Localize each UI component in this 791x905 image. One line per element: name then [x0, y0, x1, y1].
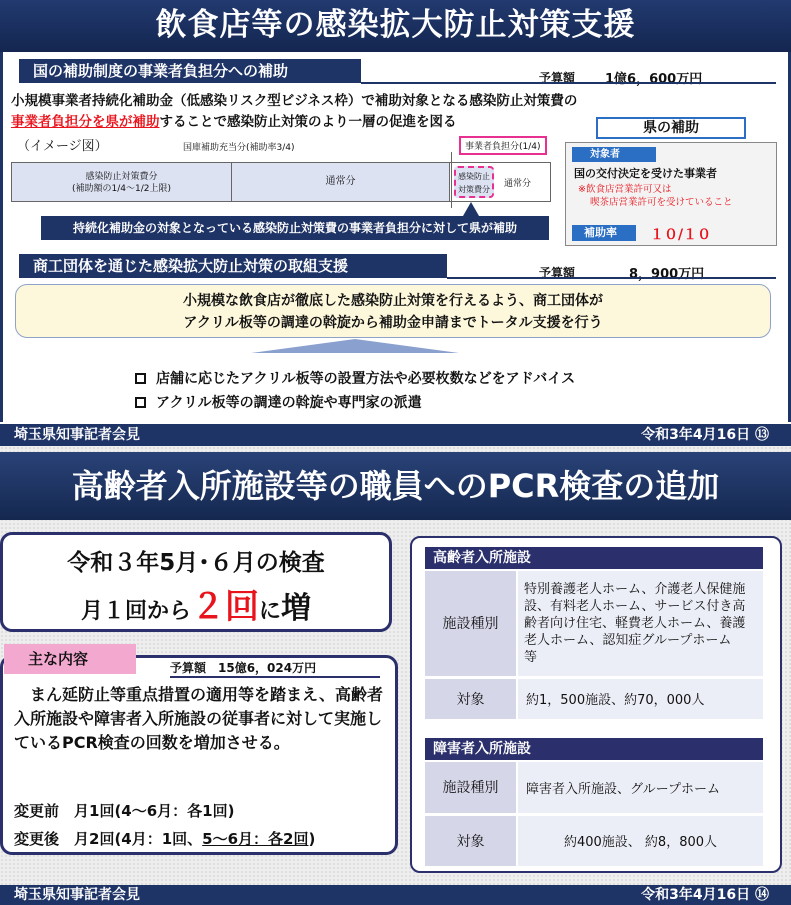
footer-left: 埼玉県知事記者会見: [14, 427, 140, 443]
target-label: 対象者: [572, 147, 656, 162]
rate-label: 補助率: [572, 225, 636, 241]
footer-right: 令和3年4月16日 ⑬: [641, 427, 769, 443]
disabled-target-label: 対象: [425, 814, 517, 866]
section2-budget-label: 予算額: [539, 266, 576, 280]
section1-line2-red: 事業者負担分を県が補助: [11, 114, 160, 130]
bar-cell1-line2: (補助額の1/4～1/2上限): [72, 184, 171, 194]
nat-share-label: 国庫補助充当分(補助率3/4): [183, 143, 295, 153]
footer-right: 令和3年4月16日 ⑭: [641, 887, 769, 903]
target-value: 国の交付決定を受けた事業者: [574, 167, 717, 180]
target-note1: ※飲食店営業許可又は: [578, 184, 672, 195]
slide1-title: 飲食店等の感染拡大防止対策支援: [0, 0, 791, 52]
disabled-target-value: 約400施設、 約8，800人: [517, 814, 763, 866]
rate-value: １０/１０: [650, 227, 712, 243]
headline-line1: 令和３年5月･６月の検査: [67, 550, 325, 576]
slide2-title: 高齢者入所施設等の職員へのPCR検査の追加: [0, 452, 791, 520]
section2-box: [15, 284, 771, 338]
callout-arrow: [463, 202, 479, 216]
slide1-body: [0, 52, 791, 422]
pref-box: [565, 120, 777, 246]
disabled-table: [425, 762, 763, 866]
elderly-header: 高齢者入所施設: [425, 547, 763, 569]
elderly-type-value: 特別養護老人ホーム、介護老人保健施設、有料老人ホーム、サービス付き高齢者向け住宅、軽費老人ホーム、養護老人ホーム、認知症グループホーム 等: [517, 571, 763, 677]
business-share-label: 事業者負担分(1/4): [459, 136, 547, 155]
main-label: 主な内容: [4, 644, 136, 674]
elderly-table: [425, 571, 763, 719]
section1-line2-rest: することで感染防止対策のより一層の促進を図る: [159, 114, 457, 130]
bar-cell1-line1: 感染防止対策費分: [85, 172, 158, 182]
section2-budget-value: 8，900万円: [629, 267, 705, 282]
slide2-footer: [0, 885, 791, 905]
footer-left: 埼玉県知事記者会見: [14, 887, 140, 903]
headline-red: ２回: [191, 587, 259, 627]
section1-line1: 小規模事業者持続化補助金（低感染リスク型ビジネス枠）で補助対象となる感染防止対策費の: [11, 93, 578, 109]
bar-cell-normal2: 通常分: [504, 178, 532, 189]
section1-budget-value: 1億6，600万円: [605, 72, 703, 87]
target-note2: 喫茶店営業許可を受けていること: [590, 197, 733, 208]
section2-header: 商工団体を通じた感染拡大防止対策の取組支援: [19, 254, 447, 278]
section1-line2: [11, 110, 457, 130]
pref-box-title: 県の補助: [596, 117, 746, 139]
callout: 持続化補助金の対象となっている感染防止対策費の事業者負担分に対して県が補助: [41, 216, 549, 240]
section2-box-line1: 小規模な飲食店が徹底した感染防止対策を行えるよう、商工団体が: [183, 293, 603, 309]
slide1-footer: [0, 424, 791, 446]
after-underline: 5～6月：各2回: [202, 830, 309, 848]
disabled-header: 障害者入所施設: [425, 738, 763, 760]
disabled-type-label: 施設種別: [425, 762, 517, 814]
bar-cell3-line2: 対策費分: [458, 185, 490, 194]
elderly-type-label: 施設種別: [425, 571, 517, 677]
up-arrow: [251, 339, 459, 353]
elderly-target-value: 約1，500施設、約70，000人: [517, 677, 763, 719]
headline-box: [0, 532, 392, 632]
after-text: 変更後 月2回(4月：1回、5～6月：各2回): [14, 830, 316, 848]
body-text: まん延防止等重点措置の適用等を踏まえ、高齢者入所施設や障害者入所施設の従事者に対して実施しているPCR検査の回数を増加させる。: [14, 685, 383, 752]
bar-cell-infection-small: [454, 166, 494, 198]
section2-box-line2: アクリル板等の調達の斡旋から補助金申請までトータル支援を行う: [183, 315, 603, 331]
bullet-item: 店舗に応じたアクリル板等の設置方法や必要枚数などをアドバイス: [135, 368, 575, 388]
section1-budget-label: 予算額: [539, 71, 576, 85]
before-text: 変更前 月1回(4～6月：各1回): [14, 802, 235, 820]
cost-bar: [11, 162, 551, 202]
headline-line2: 月１回から２回に増: [80, 587, 312, 627]
bar-cell-infection-cost: [12, 163, 232, 201]
elderly-target-label: 対象: [425, 677, 517, 719]
slide2-budget: 予算額 15億6，024万円: [170, 661, 317, 675]
disabled-type-value: 障害者入所施設、グループホーム: [517, 762, 763, 814]
bar-cell-normal: 通常分: [232, 163, 450, 201]
bar-cell3-line1: 感染防止: [458, 172, 490, 181]
bullet-item: アクリル板等の調達の斡旋や専門家の派遣: [135, 392, 422, 412]
image-label: （イメージ図）: [17, 139, 108, 154]
section1-header: 国の補助制度の事業者負担分への補助: [19, 59, 361, 83]
